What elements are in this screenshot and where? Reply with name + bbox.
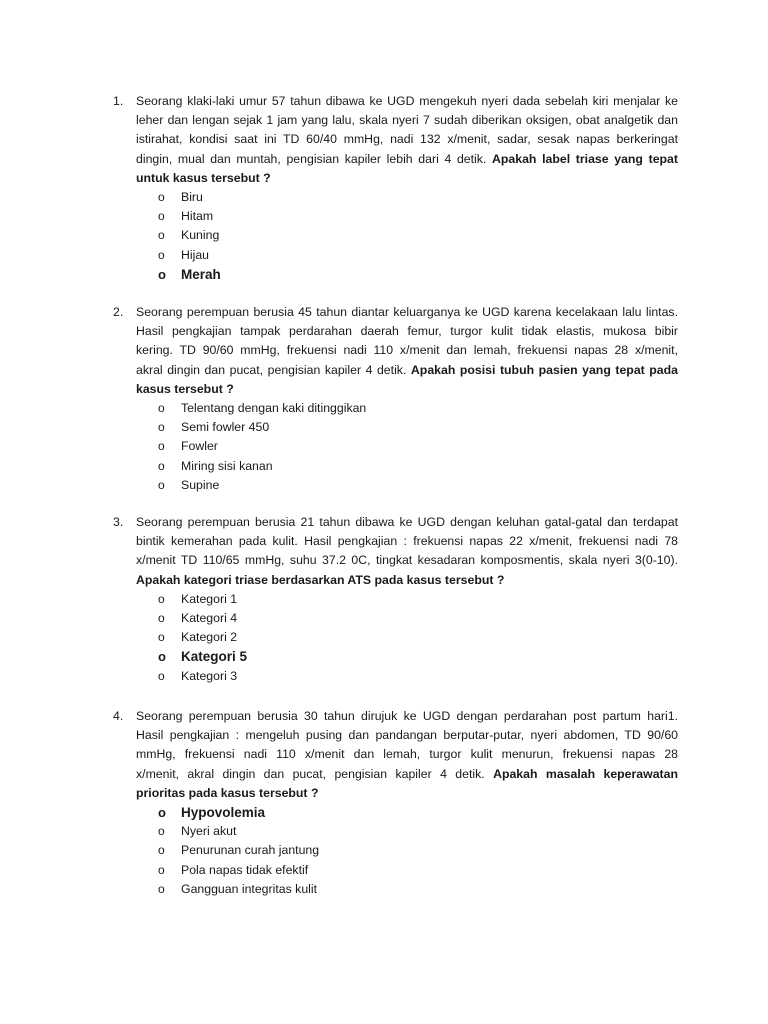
option-label: Kategori 4 <box>181 610 238 625</box>
option-item <box>113 590 678 609</box>
stem-line <box>136 571 678 590</box>
stem-line <box>136 765 678 784</box>
stem-line <box>136 784 678 803</box>
option-bullet: o <box>158 804 166 820</box>
stem-text: Seorang perempuan berusia 30 tahun dirujuk ke UGD dengan perdarahan post partum hari1. <box>136 709 678 723</box>
option-bullet: o <box>158 881 165 896</box>
option-label: Pola napas tidak efektif <box>181 862 309 877</box>
option-bullet: o <box>158 266 166 282</box>
stem-line <box>136 532 678 551</box>
stem-text: x/menit, akral dingin dan pucat, pengisian kapiler 4 detik. <box>136 766 485 781</box>
option-bullet: o <box>158 649 166 665</box>
option-label: Kategori 5 <box>181 649 248 665</box>
stem-text: dingin, mual dan muntah, pengisian kapiler lebih dari 4 detik. <box>136 151 487 166</box>
option-bullet: o <box>158 591 165 606</box>
stem-question-text: Apakah kategori triase berdasarkan ATS pada kasus tersebut ? <box>136 572 505 587</box>
options-list <box>113 803 678 899</box>
question-number: 1. <box>113 94 124 108</box>
stem-line <box>136 169 678 188</box>
question-stem <box>136 303 678 399</box>
option-bullet: o <box>158 824 165 839</box>
option-bullet: o <box>158 862 165 877</box>
option-label: Penurunan curah jantung <box>181 843 320 858</box>
option-bullet: o <box>158 458 165 473</box>
option-item <box>113 628 678 647</box>
option-label: Fowler <box>181 439 218 454</box>
stem-question-text: Apakah masalah keperawatan <box>493 766 678 781</box>
option-item <box>113 841 678 860</box>
options-list <box>113 188 678 284</box>
option-bullet: o <box>158 209 165 224</box>
option-item <box>113 457 678 476</box>
question-3 <box>113 513 678 686</box>
stem-text: Seorang perempuan berusia 21 tahun dibawa ke UGD dengan keluhan gatal-gatal dan terdapat <box>136 515 678 529</box>
question-stem <box>136 707 678 803</box>
option-item <box>113 822 678 841</box>
option-item <box>113 609 678 628</box>
question-2 <box>113 303 678 495</box>
option-label: Hypovolemia <box>181 804 266 820</box>
stem-text: Seorang klaki-laki umur 57 tahun dibawa ke UGD mengekuh nyeri dada sebelah kiri menjalar ke <box>136 94 678 108</box>
stem-line <box>136 303 678 322</box>
stem-line <box>136 726 678 745</box>
option-bullet: o <box>158 630 165 645</box>
option-item <box>113 246 678 265</box>
option-item <box>113 399 678 418</box>
question-number: 3. <box>113 515 124 529</box>
option-label: Hitam <box>181 209 214 224</box>
stem-question-text: Apakah posisi tubuh pasien yang tepat pada <box>410 362 678 377</box>
option-label: Biru <box>181 189 203 204</box>
stem-line <box>136 380 678 399</box>
stem-line <box>136 745 678 764</box>
option-item-bold <box>113 803 678 822</box>
option-label: Telentang dengan kaki ditinggikan <box>181 400 367 415</box>
option-label: Merah <box>181 266 221 282</box>
option-label: Kategori 3 <box>181 668 238 683</box>
question-stem <box>136 513 678 590</box>
stem-line <box>136 513 678 532</box>
stem-line <box>136 707 678 726</box>
stem-line <box>136 341 678 360</box>
option-bullet: o <box>158 477 165 492</box>
options-list <box>113 590 678 686</box>
option-bullet: o <box>158 843 165 858</box>
options-list <box>113 399 678 495</box>
question-number: 4. <box>113 709 124 723</box>
stem-line <box>136 150 678 169</box>
stem-line <box>136 111 678 130</box>
option-item <box>113 880 678 899</box>
option-label: Semi fowler 450 <box>181 420 270 435</box>
option-item <box>113 861 678 880</box>
stem-line <box>136 361 678 380</box>
option-label: Kuning <box>181 228 220 243</box>
option-label: Kategori 1 <box>181 591 238 606</box>
stem-text: akral dingin dan pucat, pengisian kapiler 4 detik. <box>136 362 407 377</box>
option-bullet: o <box>158 189 165 204</box>
option-label: Gangguan integritas kulit <box>181 881 318 896</box>
stem-text: bintik kemerahan pada kulit. Hasil pengkajian : frekuensi napas 22 x/menit, frekuensi nadi 78 <box>136 534 678 549</box>
question-4 <box>113 707 678 899</box>
question-stem <box>136 92 678 188</box>
question-number: 2. <box>113 305 124 319</box>
option-label: Supine <box>181 477 220 492</box>
option-bullet: o <box>158 228 165 243</box>
option-label: Hijau <box>181 247 210 262</box>
option-bullet: o <box>158 247 165 262</box>
option-bullet: o <box>158 668 165 683</box>
option-label: Miring sisi kanan <box>181 458 273 473</box>
option-item-bold <box>113 265 678 284</box>
option-item-bold <box>113 647 678 666</box>
option-label: Kategori 2 <box>181 630 238 645</box>
option-item <box>113 226 678 245</box>
option-label: Nyeri akut <box>181 824 237 839</box>
stem-question-text: kasus tersebut ? <box>136 381 234 396</box>
stem-text: Hasil pengkajian tampak perdarahan daerah femur, turgor kulit tidak elastis, mukosa bibir <box>136 324 678 339</box>
stem-question-text: prioritas pada kasus tersebut ? <box>136 785 319 800</box>
option-item <box>113 437 678 456</box>
option-bullet: o <box>158 610 165 625</box>
option-item <box>113 667 678 686</box>
option-item <box>113 476 678 495</box>
option-bullet: o <box>158 420 165 435</box>
stem-text: istirahat, kondisi saat ini TD 60/40 mmHg, nadi 132 x/menit, sadar, sesak napas berkeringat <box>136 132 678 147</box>
option-item <box>113 207 678 226</box>
stem-line <box>136 551 678 570</box>
stem-text: Seorang perempuan berusia 45 tahun diantar keluarganya ke UGD karena kecelakaan lalu lintas. <box>136 305 678 319</box>
stem-text: Hasil pengkajian : mengeluh pusing dan pandangan berputar-putar, nyeri abdomen, TD 90/60 <box>136 728 678 743</box>
stem-text: leher dan lengan sejak 1 jam yang lalu, skala nyeri 7 sudah diberikan oksigen, obat analgetik dan <box>136 113 678 128</box>
question-1 <box>113 92 678 284</box>
stem-line <box>136 92 678 111</box>
option-bullet: o <box>158 400 165 415</box>
stem-text: kering. TD 90/60 mmHg, frekuensi nadi 110 x/menit dan lemah, frekuensi napas 28 x/menit, <box>136 343 678 358</box>
option-item <box>113 418 678 437</box>
stem-question-text: untuk kasus tersebut ? <box>136 170 271 185</box>
stem-line <box>136 322 678 341</box>
stem-question-text: Apakah label triase yang tepat <box>492 151 678 166</box>
option-item <box>113 188 678 207</box>
stem-text: x/menit TD 110/65 mmHg, suhu 37.2 0C, tingkat kesadaran komposmentis, skala nyeri 3(0-10). <box>136 553 678 568</box>
stem-text: mmHg, frekuensi nadi 110 x/menit dan lemah, turgor kulit menurun, frekuensi napas 28 <box>136 747 678 762</box>
stem-line <box>136 130 678 149</box>
option-bullet: o <box>158 439 165 454</box>
